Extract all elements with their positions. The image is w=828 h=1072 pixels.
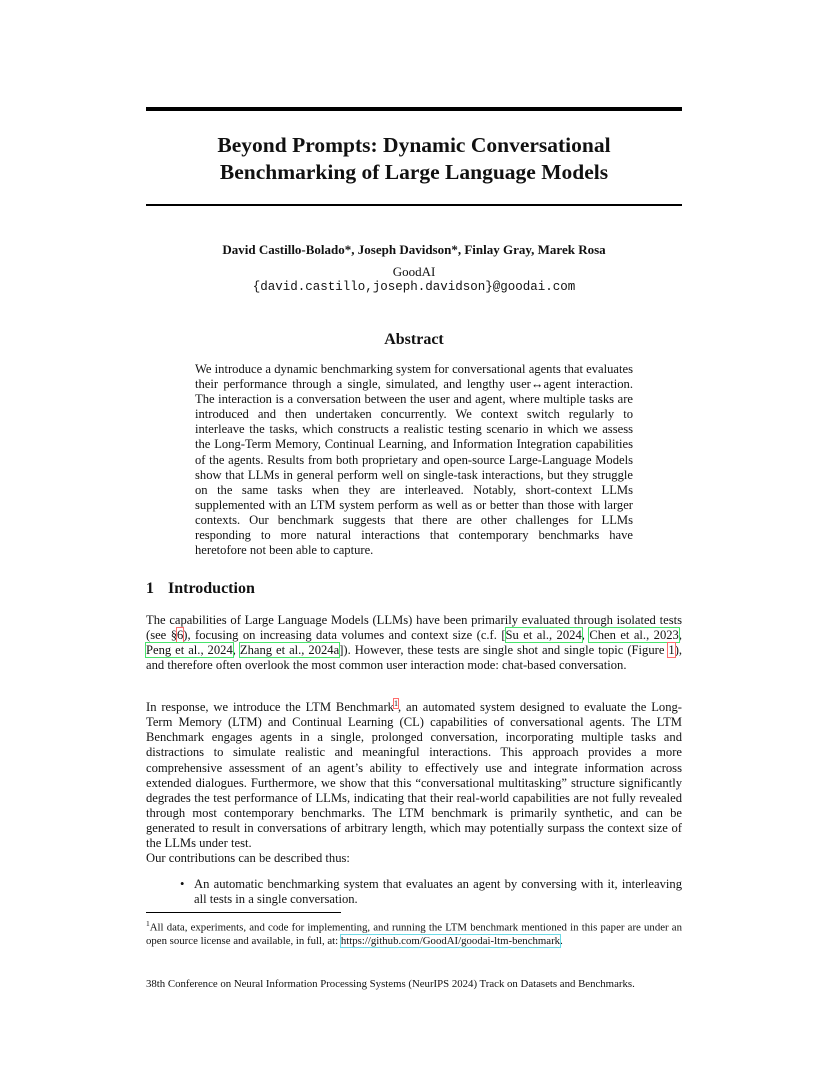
intro-p1-text-c: ]). However, these tests are single shot and single topic (Figure <box>339 643 669 658</box>
title-line-1: Beyond Prompts: Dynamic Conversational <box>217 133 611 157</box>
intro-p2-text-a: In response, we introduce the LTM Benchmark <box>146 700 394 715</box>
footnote-text: All data, experiments, and code for implementing, and running the LTM benchmark mentioned in this paper are under an open source license and available, in full, at: <box>146 921 682 947</box>
contributions-list <box>180 877 682 907</box>
title-top-rule <box>146 107 682 111</box>
abstract-heading: Abstract <box>384 331 444 348</box>
citation-link[interactable]: Peng et al., 2024 <box>146 643 233 658</box>
citation-link[interactable]: Chen et al., 2023 <box>589 628 679 643</box>
intro-p1-text-b: ), focusing on increasing data volumes and context size (c.f. [ <box>183 628 506 643</box>
footnote-rule <box>146 912 341 913</box>
intro-p1-text-d: ), and therefore often overlook the most common user interaction mode: chat-based conversation. <box>146 643 683 673</box>
citation-link[interactable]: Su et al., 2024 <box>505 628 582 643</box>
citation-link[interactable]: Zhang et al., 2024a <box>239 643 340 658</box>
affiliation: GoodAI <box>392 264 436 279</box>
list-item <box>180 877 682 907</box>
title-bottom-rule <box>146 204 682 206</box>
intro-paragraph-3: Our contributions can be described thus: <box>146 851 350 865</box>
venue-note: 38th Conference on Neural Information Processing Systems (NeurIPS 2024) Track on Datasets and Benchmarks. <box>146 978 635 990</box>
intro-p2-text-b: , an automated system designed to evaluate the Long-Term Memory (LTM) and Continual Learning (CL) capabilities of conversational agents. The LTM Benchmark engages agents in a single, prolonged conversation, incorporating multiple tasks and distractions to simulate realistic and meaningful interactions. This approach provides a more comprehensive assessment of an agent’s ability to effectively use and integrate information across extended dialogues. Furthermore, we show that this “conversational multitasking” structure significantly degrades the test performance of LLMs, indicating that their real-world capabilities are not fully revealed through most contemporary benchmarks. The LTM benchmark is primarily synthetic, and can be generated to result in conversations of arbitrary length, which may potentially surpass the context size of the LLMs under test. <box>146 700 682 851</box>
section-title: Introduction <box>168 580 255 597</box>
author-email: {david.castillo,joseph.davidson}@goodai.com <box>252 280 576 294</box>
footnote-tail: . <box>560 935 563 947</box>
section-number: 1 <box>146 580 154 597</box>
repository-url-link[interactable]: https://github.com/GoodAI/goodai-ltm-benchmark <box>340 935 561 947</box>
section-heading-introduction <box>146 580 255 598</box>
intro-paragraph-2 <box>146 696 682 851</box>
section-ref-link[interactable]: 6 <box>177 628 184 643</box>
paper-title <box>146 132 682 186</box>
citation-separator: , <box>232 643 240 658</box>
figure-ref-link[interactable]: 1 <box>668 643 675 658</box>
list-item-text: An automatic benchmarking system that evaluates an agent by conversing with it, interleaving all tests in a single conversation. <box>194 877 682 907</box>
abstract-text: We introduce a dynamic benchmarking system for conversational agents that evaluates their performance through a single, simulated, and lengthy user↔agent interaction. The interaction is a conversation between the user and agent, where multiple tasks are introduced and then undertaken concurrently. We context switch regularly to interleave the tasks, which constructs a realistic testing scenario in which we assess the Long-Term Memory, Continual Learning, and Information Integration capabilities of the agents. Results from both proprietary and open-source Large-Language Models show that LLMs in general perform well on single-task interactions, but they struggle on the same tasks when they are interleaved. Notably, short-context LLMs supplemented with an LTM system perform as well as or better than those with larger contexts. Our benchmark suggests that there are other challenges for LLMs responding to more natural interactions that contemporary benchmarks have heretofore not been able to capture. <box>195 362 633 558</box>
intro-paragraph-1 <box>146 613 682 673</box>
citation-separator: , <box>678 628 682 643</box>
arxiv-sidebar-id <box>16 290 64 680</box>
bullet-icon: • <box>180 877 185 891</box>
title-line-2: Benchmarking of Large Language Models <box>219 160 609 184</box>
author-list: David Castillo-Bolado*, Joseph Davidson*, Finlay Gray, Marek Rosa <box>222 242 606 257</box>
intro-p1-text-a: The capabilities of Large Language Models (LLMs) have been primarily evaluated through isolated tests (see § <box>146 613 682 643</box>
citation-separator: , <box>581 628 590 643</box>
footnote <box>146 917 682 948</box>
footnote-number: 1 <box>146 919 150 928</box>
footnote-mark-link[interactable]: 1 <box>393 699 398 708</box>
